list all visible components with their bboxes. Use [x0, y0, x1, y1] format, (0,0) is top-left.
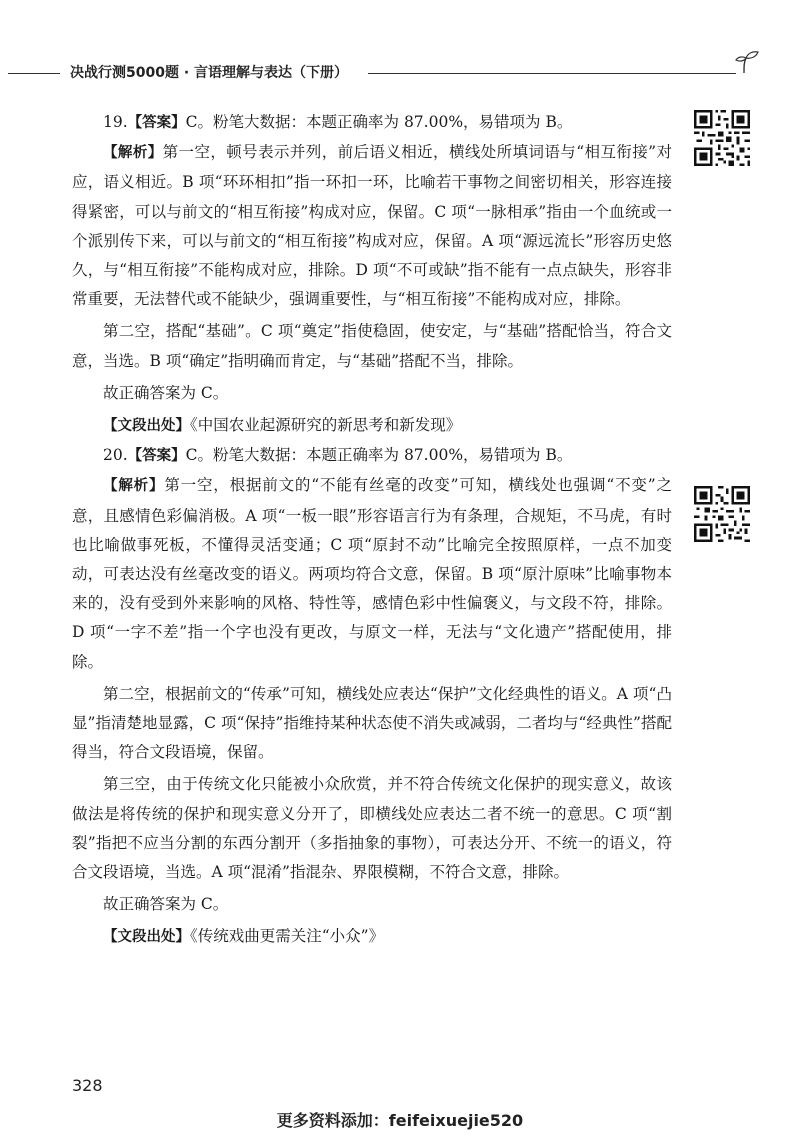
q20-analysis: 【解析】第一空，根据前文的“不能有丝毫的改变”可知，横线处也强调“不变”之意，且感情色彩偏消极。A 项“一板一眼”形容语言行为有条理，合规矩，不马虎，有时也比喻做事死板，不懂得灵活变通；C 项“原封不动”比喻完全按照原样，一点不加变动，可表达没有丝毫改变的语义。两项均符合文意，保留。B 项“原汁原味”比喻事物本来的，没有受到外来影响的风格、特性等，感情色彩中性偏褒义，与文段不符，排除。D 项“一字不差”指一个字也没有更改，与原文一样，无法与“文化遗产”搭配使用，排除。	[72, 476, 672, 671]
footer-note: 更多资料添加：feifeixuejie520	[276, 1111, 524, 1130]
analysis-tag: 【解析】	[103, 478, 165, 495]
q19-second-blank: 第二空，搭配“基础”。C 项“奠定”指使稳固，使安定，与“基础”搭配恰当，符合文意，当选。B 项“确定”指明确而肯定，与“基础”搭配不当，排除。	[72, 322, 672, 370]
page-number: 328	[72, 1076, 103, 1095]
q19-analysis: 【解析】第一空，顿号表示并列，前后语义相近，横线处所填词语与“相互衔接”对应，语义相近。B 项“环环相扣”指一环扣一环，比喻若干事物之间密切相关，形容连接得紧密，可以与前文的“相互衔接”构成对应，保留。C 项“一脉相承”指由一个血统或一个派别传下来，可以与前文的“相互衔接”构成对应，保留。A 项“源远流长”形容历史悠久，与“相互衔接”不能构成对应，排除。D 项“不可或缺”指不能有一点点缺失，形容非常重要，无法替代或不能缺少，强调重要性，与“相互衔接”不能构成对应，排除。	[72, 143, 673, 309]
q19-conclusion: 故正确答案为 C。	[103, 383, 229, 402]
book-title: 决战行测5000题 · 言语理解与表达（下册）	[70, 65, 349, 81]
analysis-tag: 【解析】	[103, 145, 163, 162]
q20-conclusion: 故正确答案为 C。	[103, 895, 229, 914]
header-rule-left	[8, 73, 60, 74]
running-header	[0, 56, 800, 92]
header-rule-right	[368, 73, 736, 74]
answer-tag: 【答案】	[127, 115, 186, 131]
source-tag: 【文段出处】	[103, 929, 190, 946]
answer-content	[72, 108, 672, 953]
qr-code-icon[interactable]	[694, 110, 750, 166]
answer-tag: 【答案】	[127, 448, 186, 465]
q20-answer: 20.【答案】C。粉笔大数据：本题正确率为 87.00%，易错项为 B。	[103, 446, 573, 465]
q20-second-blank: 第二空，根据前文的“传承”可知，横线处应表达“保护”文化经典性的语义。A 项“凸显”指清楚地显露，C 项“保持”指维持某种状态使不消失或减弱，二者均与“经典性”搭配得当，符合文段语境，保留。	[72, 684, 672, 762]
qr-code-icon[interactable]	[694, 486, 750, 542]
q19-source: 【文段出处】《中国农业起源研究的新思考和新发现》	[103, 416, 462, 435]
sprout-icon	[730, 42, 764, 76]
q19-answer: 19.【答案】C。粉笔大数据：本题正确率为 87.00%，易错项为 B。	[103, 113, 573, 131]
source-tag: 【文段出处】	[103, 418, 190, 435]
q20-third-blank: 第三空，由于传统文化只能被小众欣赏，并不符合传统文化保护的现实意义，故该做法是将传统的保护和现实意义分开了，即横线处应表达二者不统一的意思。C 项“割裂”指把不应当分割的东西分割开（多指抽象的事物），可表达分开、不统一的语义，符合文段语境，当选。A 项“混淆”指混杂、界限模糊，不符合文意，排除。	[72, 775, 672, 882]
q20-source: 【文段出处】《传统戏曲更需关注“小众”》	[103, 927, 385, 946]
